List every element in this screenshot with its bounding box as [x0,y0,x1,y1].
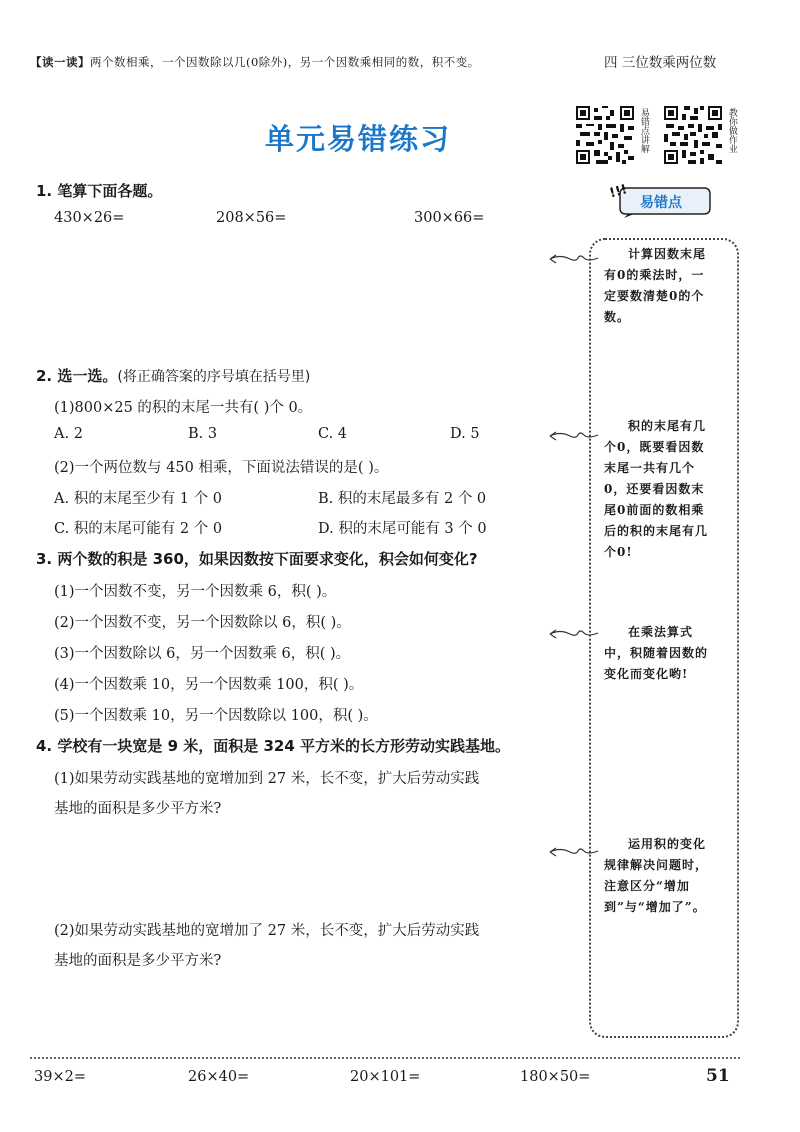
side-note-zeros: 计算因数末尾有0的乘法时，一定要数清楚0的个数。 [604,247,707,324]
q2-sub2-option: C. 积的末尾可能有 2 个 0 [54,521,223,537]
side-note-product-change: 在乘法算式中，积随着因数的变化而变化哟! [604,625,709,681]
q1-item: 300×66= [414,210,485,226]
q3-item: (3)一个因数除以 6，另一个因数乘 6，积( )。 [54,646,351,662]
q2-sub2-stem: (2)一个两位数与 450 相乘，下面说法错误的是( )。 [54,460,389,476]
q2-sub1-option: B. 3 [188,426,218,442]
q2-heading-text: 2. 选一选。 [36,367,118,385]
arrow-squiggle-icon [546,250,602,268]
footer-item: 26×40= [188,1069,250,1085]
badge-marks: !!! [608,182,629,202]
page-title: 单元易错练习 [264,122,451,156]
side-note-increase: 运用积的变化规律解决问题时，注意区分“增加到”与“增加了”。 [604,837,709,914]
q3-item: (5)一个因数乘 10，另一个因数除以 100，积( )。 [54,708,378,724]
reading-tip-text: 两个数相乘，一个因数除以几(0除外)，另一个因数乘相同的数，积不变。 [90,55,480,69]
q1-item: 430×26= [54,210,125,226]
footer-divider [30,1057,740,1059]
qr-code-explain[interactable] [576,106,634,168]
footer-item: 180×50= [520,1069,591,1085]
q2-sub1-option: D. 5 [450,426,480,442]
q2-sub2-option: A. 积的末尾至少有 1 个 0 [54,491,222,507]
q1-item: 208×56= [216,210,287,226]
q2-sub1-stem: (1)800×25 的积的末尾一共有( )个 0。 [54,400,313,416]
q2-sub1-option: A. 2 [54,426,83,442]
q4-sub1-line2: 基地的面积是多少平方米? [54,801,222,817]
q3-heading: 3. 两个数的积是 360，如果因数按下面要求变化，积会如何变化? [36,550,478,568]
footer-item: 20×101= [350,1069,421,1085]
arrow-squiggle-icon [546,427,602,445]
badge-label: 易错点 [640,195,682,211]
q3-item: (2)一个因数不变，另一个因数除以 6，积( )。 [54,615,351,631]
badge-shape [608,182,712,218]
qr-code-icon [576,106,634,164]
error-point-badge [608,182,712,222]
q4-sub2-line1: (2)如果劳动实践基地的宽增加了 27 米，长不变，扩大后劳动实践 [54,923,480,939]
footer-item: 39×2= [34,1069,86,1085]
reading-tip [30,54,480,70]
reading-tip-tag: 【读一读】 [30,55,90,69]
arrow-squiggle-icon [546,843,602,861]
qr-caption-explain: 易错点讲解 [638,108,649,153]
q4-heading: 4. 学校有一块宽是 9 米，面积是 324 平方米的长方形劳动实践基地。 [36,737,510,755]
q3-item: (1)一个因数不变，另一个因数乘 6，积( )。 [54,584,337,600]
q4-sub1-line1: (1)如果劳动实践基地的宽增加到 27 米，长不变，扩大后劳动实践 [54,771,480,787]
q4-sub2-line2: 基地的面积是多少平方米? [54,953,222,969]
q3-item: (4)一个因数乘 10，另一个因数乘 100，积( )。 [54,677,364,693]
page-number: 51 [706,1066,730,1086]
unit-label: 四 三位数乘两位数 [604,55,717,71]
q2-heading-note: (将正确答案的序号填在括号里) [117,369,311,385]
qr-caption-homework: 教你做作业 [726,108,737,153]
q2-sub2-option: B. 积的末尾最多有 2 个 0 [318,491,487,507]
qr-code-homework[interactable] [664,106,722,168]
q2-sub1-option: C. 4 [318,426,348,442]
q2-heading [36,365,310,386]
arrow-squiggle-icon [546,625,602,643]
q1-heading: 1. 笔算下面各题。 [36,182,163,200]
qr-code-icon [664,106,722,164]
side-note-trailing-zeros: 积的末尾有几个0，既要看因数末尾一共有几个0，还要看因数末尾0前面的数相乘后的积的末尾有几个0! [604,419,709,559]
q2-sub2-option: D. 积的末尾可能有 3 个 0 [318,521,487,537]
